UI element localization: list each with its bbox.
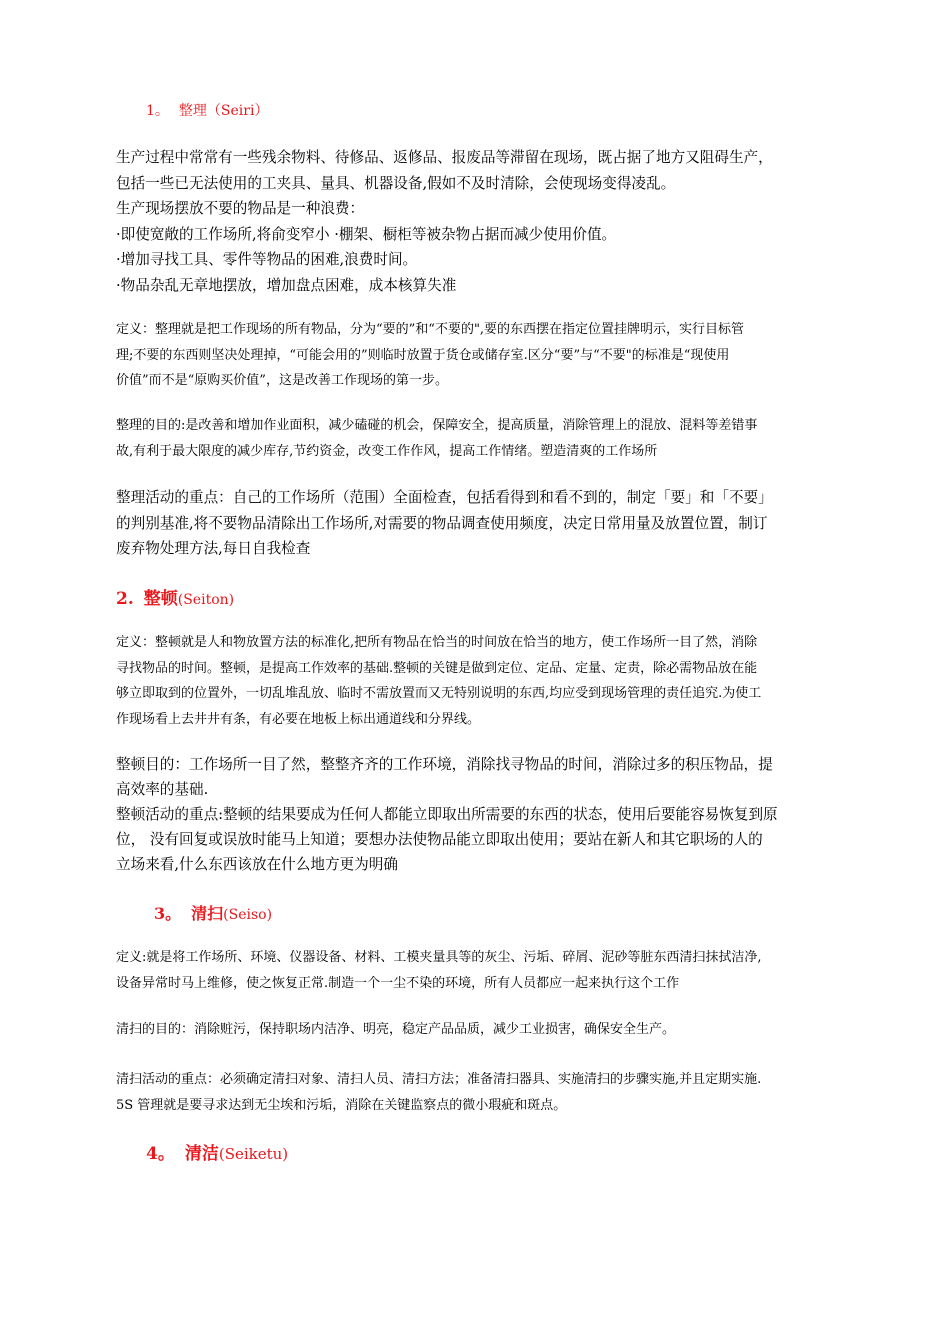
section-4-heading [146,1139,288,1164]
section-3-focus [116,1067,836,1118]
section-3-name: 清扫 [191,904,224,923]
paragraph-line: 整顿活动的重点:整顿的结果要成为任何人都能立即取出所需要的东西的状态，使用后要能容易恢复到原 [116,806,778,823]
section-1-latin: （Seiri） [206,103,269,119]
section-1-name: 整理 [178,103,207,119]
paragraph-line: 生产现场摆放不要的物品是一种浪费： [116,200,365,218]
section-4-latin: (Seiketu) [218,1145,289,1163]
paragraph-line: 定义:就是将工作场所、环境、仪器设备、材料、工模夹量具等的灰尘、污垢、碎屑、泥砂等脏东西清扫抹拭洁净, [116,950,762,965]
paragraph-line: 故,有利于最大限度的减少库存,节约资金，改变工作作风，提高工作情绪。塑造清爽的工作场所 [116,443,658,459]
section-4-name: 清洁 [184,1144,219,1164]
section-3-number: 3。 [154,904,182,923]
paragraph-line: 够立即取到的位置外，一切乱堆乱放、临时不需放置而又无特别说明的东西,均应受到现场管理的责任追究.为使工 [116,686,762,702]
section-2-purpose-focus [116,752,836,877]
section-2-name: 整顿 [143,589,178,609]
paragraph-line: 整顿目的：工作场所一目了然，整整齐齐的工作环境，消除找寻物品的时间，消除过多的积压物品，提 [116,756,773,773]
section-3-purpose [116,1017,836,1043]
paragraph-line: 价值”而不是“原购买价值”，这是改善工作现场的第一步。 [116,373,448,389]
section-1-purpose [116,413,836,464]
paragraph-line: 废弃物处理方法,每日自我检查 [116,540,311,558]
section-2-latin: (Seiton) [177,592,235,608]
paragraph-line: 包括一些已无法使用的工夹具、量具、机器设备,假如不及时清除，会使现场变得凌乱。 [116,174,676,192]
paragraph-line: 清扫活动的重点：必须确定清扫对象、清扫人员、清扫方法；准备清扫器具、实施清扫的步骤实施,并且定期实施. [116,1072,762,1087]
section-1-definition [116,317,836,394]
paragraph-line: ·即使宽敞的工作场所,将俞变窄小 ·棚架、橱柜等被杂物占据而减少使用价值。 [116,225,617,243]
paragraph-line: 生产过程中常常有一些残余物料、待修品、返修品、报废品等滞留在现场，既占据了地方又阻碍生产， [116,149,773,166]
paragraph-line: ·物品杂乱无章地摆放，增加盘点困难，成本核算失准 [116,276,457,294]
section-3-heading [154,901,272,924]
section-2-definition [116,630,836,732]
paragraph-line: 清扫的目的：消除赃污，保持职场内洁净、明亮，稳定产品品质，减少工业损害，确保安全生产。 [116,1022,676,1037]
section-2-heading [116,584,234,609]
paragraph-line: 设备异常时马上维修，使之恢复正常.制造一个一尘不染的环境，所有人员都应一起来执行这个工作 [116,975,680,991]
section-1-number: 1。 [146,103,169,119]
section-3-latin: (Seiso) [223,907,273,923]
paragraph-line: 作现场看上去井井有条，有必要在地板上标出通道线和分界线。 [116,711,481,727]
section-2-number: 2. [116,589,134,609]
paragraph-line: 整理活动的重点：自己的工作场所（范围）全面检查，包括看得到和看不到的，制定「要」和「不要」 [116,489,773,506]
paragraph-line: ·增加寻找工具、零件等物品的困难,浪费时间。 [116,251,418,269]
paragraph-line: 寻找物品的时间。整顿，是提高工作效率的基础.整顿的关键是做到定位、定品、定量、定责，除必需物品放在能 [116,660,758,676]
paragraph-line: 位， 没有回复或误放时能马上知道；要想办法使物品能立即取出使用；要站在新人和其它职场的人的 [116,831,763,848]
section-1-focus [116,485,836,562]
paragraph-line: 的判别基准,将不要物品清除出工作场所,对需要的物品调查使用频度，决定日常用量及放置位置，制订 [116,514,768,532]
section-1-intro [116,145,836,299]
section-4-number: 4。 [146,1144,175,1164]
paragraph-line: 高效率的基础. [116,781,209,798]
paragraph-line: 整理的目的:是改善和增加作业面积，减少磕碰的机会，保障安全，提高质量，消除管理上的混放、混料等差错事 [116,418,758,433]
paragraph-line: 5S 管理就是要寻求达到无尘埃和污垢，消除在关键监察点的微小瑕疵和斑点。 [116,1097,567,1113]
paragraph-line: 定义：整顿就是人和物放置方法的标准化,把所有物品在恰当的时间放在恰当的地方，使工作场所一目了然，消除 [116,635,758,650]
paragraph-line: 定义：整理就是把工作现场的所有物品，分为“要的”和“不要的",要的东西摆在指定位置挂牌明示，实行目标管 [116,322,745,337]
paragraph-line: 理;不要的东西则坚决处理掉，“可能会用的”则临时放置于货仓或储存室.区分“要”与“不要"的标准是“现使用 [116,347,730,363]
section-3-definition [116,945,836,996]
paragraph-line: 立场来看,什么东西该放在什么地方更为明确 [116,856,398,873]
section-1-heading [146,100,268,120]
